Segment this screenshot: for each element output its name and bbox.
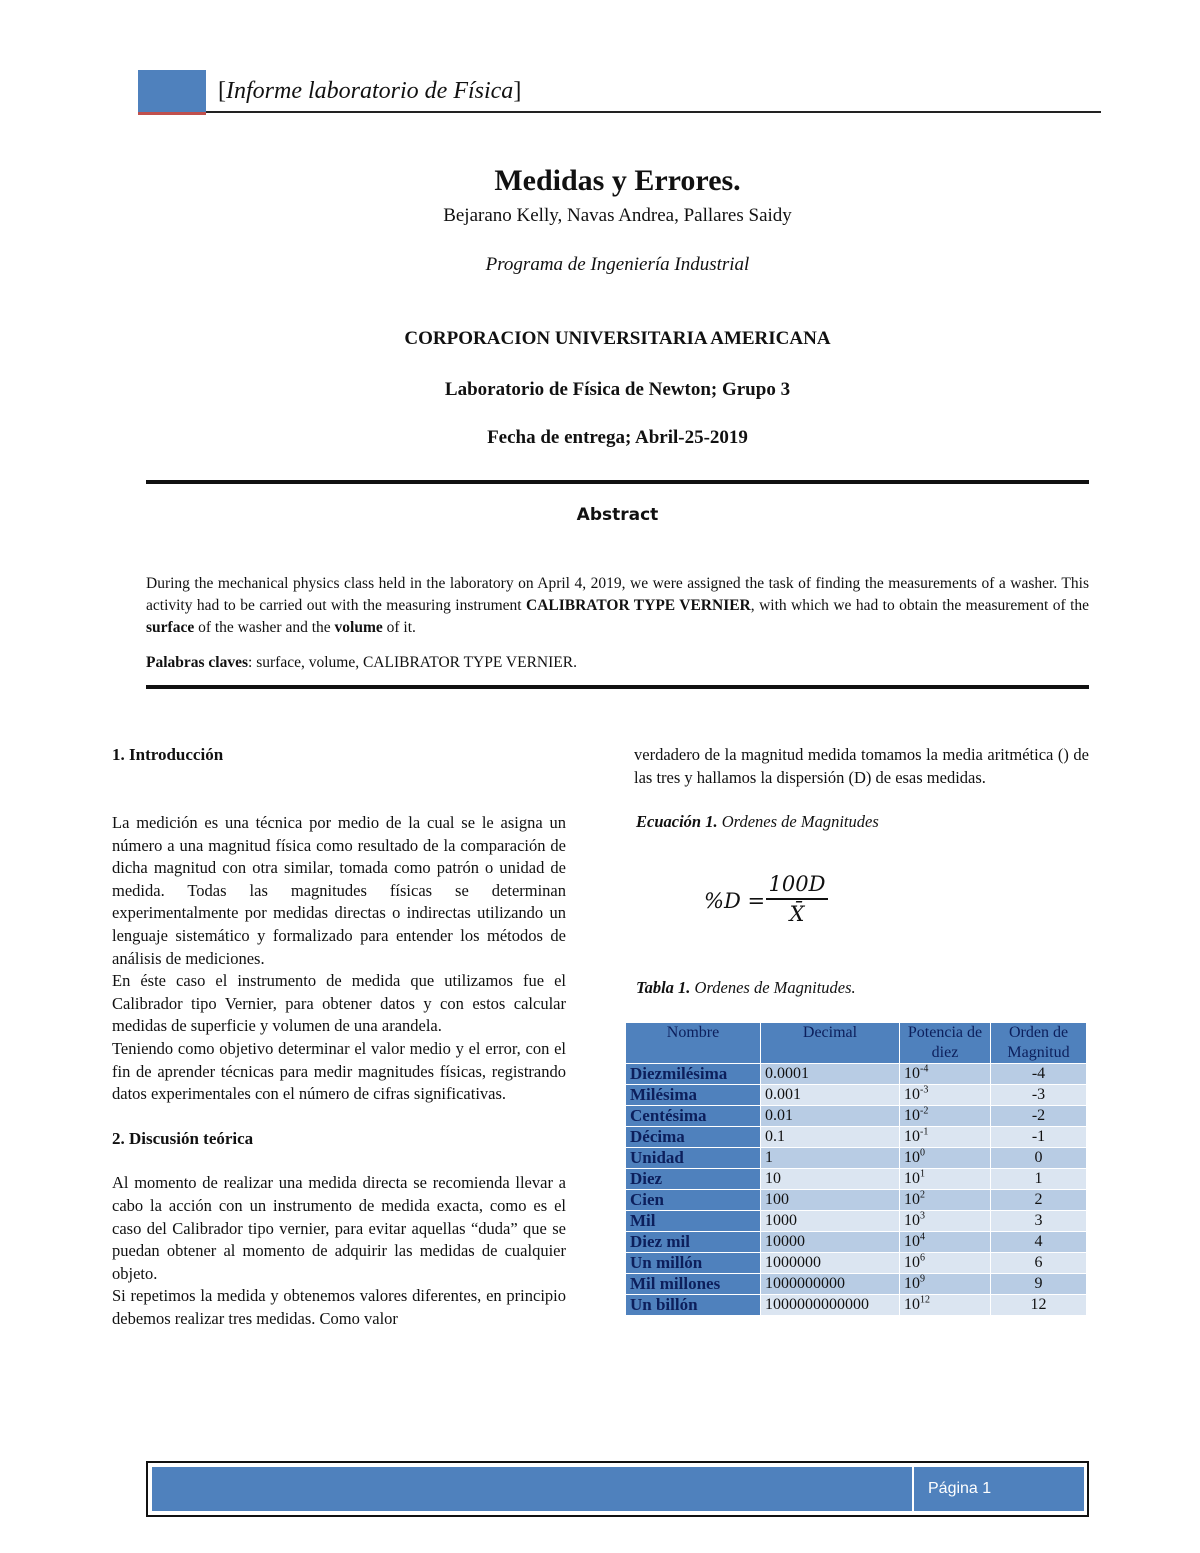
power-exponent: -2 (920, 1105, 929, 1117)
abstract-text-part: of the washer and the (194, 619, 335, 636)
power-exponent: 1 (920, 1168, 925, 1180)
equation-caption-label: Ecuación 1. (636, 812, 718, 831)
cell-name: Décima (626, 1127, 761, 1148)
equation-caption-text: Ordenes de Magnitudes (717, 812, 879, 831)
abstract-bold-volume: volume (334, 619, 383, 636)
footer-bar (152, 1467, 912, 1511)
table-caption-text: Ordenes de Magnitudes. (690, 978, 856, 997)
power-exponent: -4 (920, 1063, 929, 1075)
intro-paragraph-3: Teniendo como objetivo determinar el valor medio y el error, con el fin de aprender técnicas para medir magnitudes físicas, registrando datos experimentales con el número de cifras significativas. (112, 1038, 566, 1104)
header-orden: Orden de Magnitud (991, 1023, 1087, 1064)
power-base: 10 (904, 1191, 920, 1208)
table-row (626, 1190, 1087, 1211)
abstract-top-rule (146, 480, 1089, 484)
header-nombre: Nombre (626, 1023, 761, 1064)
theory-paragraph-continued: verdadero de la magnitud medida tomamos la media aritmética () de las tres y hallamos la dispersión (D) de esas medidas. (634, 745, 1089, 787)
table-row (626, 1253, 1087, 1274)
equation-lhs: %D = (704, 889, 766, 913)
authors: Bejarano Kelly, Navas Andrea, Pallares Saidy (443, 205, 792, 226)
abstract-bold-surface: surface (146, 619, 195, 636)
cell-power (900, 1169, 991, 1190)
lab-group: Laboratorio de Física de Newton; Grupo 3 (444, 379, 791, 400)
power-base: 10 (904, 1233, 920, 1250)
table-row (626, 1106, 1087, 1127)
cell-order: -2 (991, 1106, 1087, 1127)
power-base: 10 (904, 1107, 920, 1124)
document-title: Medidas y Errores. (494, 164, 741, 197)
keywords-label: Palabras claves (146, 654, 249, 671)
table-row (626, 1169, 1087, 1190)
table-row (626, 1064, 1087, 1085)
equation-denominator: X̄ (789, 901, 805, 926)
power-base: 10 (904, 1212, 920, 1229)
cell-name: Un millón (626, 1253, 761, 1274)
equation-caption (636, 812, 879, 832)
table-caption (636, 978, 856, 998)
table-row (626, 1085, 1087, 1106)
keywords (146, 654, 1089, 672)
cell-power (900, 1232, 991, 1253)
cell-order: -3 (991, 1085, 1087, 1106)
power-exponent: 0 (920, 1147, 925, 1159)
cell-name: Unidad (626, 1148, 761, 1169)
keywords-list: : surface, volume, CALIBRATOR TYPE VERNIER. (248, 654, 577, 671)
power-base: 10 (904, 1296, 920, 1313)
power-exponent: 6 (920, 1252, 925, 1264)
cell-name: Mil (626, 1211, 761, 1232)
cell-order: 6 (991, 1253, 1087, 1274)
abstract-text-part: of it. (382, 619, 416, 636)
abstract-text-part: , with which we had to obtain the measurement of the (750, 597, 1090, 614)
intro-paragraph-2: En éste caso el instrumento de medida que utilizamos fue el Calibrador tipo Vernier, para obtener datos y con estos calcular medidas de superficie y volumen de una arandela. (112, 971, 566, 1036)
power-base: 10 (904, 1170, 920, 1187)
cell-decimal: 1000000000000 (761, 1295, 900, 1316)
intro-paragraph-1: La medición es una técnica por medio de la cual se le asigna un número a una magnitud física como resultado de la comparación de dicha magnitud con otra similar, tomada como patrón o unidad de medida. Todas las magnitudes físicas se determinan experimentalmente por medidas directas o indirectas utilizando un lenguaje sistemático y formalizado para entender los métodos de análisis de mediciones. (112, 813, 566, 968)
cell-power (900, 1085, 991, 1106)
header-rule (206, 111, 1101, 113)
power-base: 10 (904, 1128, 920, 1145)
cell-power (900, 1253, 991, 1274)
cell-power (900, 1064, 991, 1085)
cell-decimal: 1000000000 (761, 1274, 900, 1295)
table-row (626, 1148, 1087, 1169)
magnitudes-table (625, 1022, 1087, 1316)
page-number: Página 1 (914, 1467, 1084, 1511)
right-column (634, 744, 1089, 789)
cell-order: -1 (991, 1127, 1087, 1148)
cell-name: Milésima (626, 1085, 761, 1106)
cell-name: Diezmilésima (626, 1064, 761, 1085)
table-header-row (626, 1023, 1087, 1064)
power-exponent: 3 (920, 1210, 925, 1222)
header-title: [Informe laboratorio de Física] (218, 78, 522, 104)
power-base: 10 (904, 1254, 920, 1271)
table-row (626, 1232, 1087, 1253)
abstract-bold-instrument: CALIBRATOR TYPE VERNIER (526, 597, 751, 614)
cell-name: Mil millones (626, 1274, 761, 1295)
power-base: 10 (904, 1149, 920, 1166)
abstract-bottom-rule (146, 685, 1089, 689)
equation-fraction (766, 872, 828, 926)
cell-power (900, 1211, 991, 1232)
theory-paragraph-2: Si repetimos la medida y obtenemos valores diferentes, en principio debemos realizar tres medidas. Como valor (112, 1286, 566, 1328)
intro-heading: 1. Introducción (112, 745, 224, 764)
cell-name: Diez (626, 1169, 761, 1190)
cell-name: Cien (626, 1190, 761, 1211)
program: Programa de Ingeniería Industrial (485, 254, 750, 275)
cell-decimal: 10000 (761, 1232, 900, 1253)
cell-order: 2 (991, 1190, 1087, 1211)
cell-name: Diez mil (626, 1232, 761, 1253)
cell-name: Un billón (626, 1295, 761, 1316)
cell-name: Centésima (626, 1106, 761, 1127)
header-potencia: Potencia de diez (900, 1023, 991, 1064)
header-color-block (138, 70, 206, 115)
header-title-text: Informe laboratorio de Física (226, 78, 514, 104)
cell-order: 9 (991, 1274, 1087, 1295)
abstract-text (146, 573, 1089, 639)
cell-order: -4 (991, 1064, 1087, 1085)
header-decimal: Decimal (761, 1023, 900, 1064)
table-row (626, 1211, 1087, 1232)
cell-decimal: 0.01 (761, 1106, 900, 1127)
cell-decimal: 100 (761, 1190, 900, 1211)
cell-power (900, 1274, 991, 1295)
table-caption-label: Tabla 1. (636, 978, 691, 997)
equation-numerator: 100D (768, 872, 826, 896)
cell-power (900, 1127, 991, 1148)
cell-order: 1 (991, 1169, 1087, 1190)
cell-decimal: 0.001 (761, 1085, 900, 1106)
fraction-bar (766, 898, 828, 900)
theory-paragraph-1: Al momento de realizar una medida directa se recomienda llevar a cabo la acción con un instrumento de medida exacta, como es el caso del Calibrador tipo vernier, para evitar aquellas “duda” que se puedan obtener al momento de adquirir las medidas de cualquier objeto. (112, 1173, 566, 1283)
power-exponent: -1 (920, 1126, 929, 1138)
power-base: 10 (904, 1275, 920, 1292)
cell-decimal: 10 (761, 1169, 900, 1190)
cell-order: 0 (991, 1148, 1087, 1169)
table-row (626, 1295, 1087, 1316)
left-column (112, 812, 566, 1330)
power-exponent: 2 (920, 1189, 925, 1201)
table-row (626, 1274, 1087, 1295)
cell-order: 4 (991, 1232, 1087, 1253)
abstract-heading: Abstract (576, 505, 659, 525)
cell-power (900, 1295, 991, 1316)
abstract-text-part: During the mechanical physics class held in the laboratory on April 4, 2019, we were assigned the task of finding the measurements of a washer. This activity had to be carried out with the measuring instrument (146, 575, 1089, 614)
power-exponent: 9 (920, 1273, 925, 1285)
power-base: 10 (904, 1065, 920, 1082)
cell-power (900, 1148, 991, 1169)
cell-decimal: 1000 (761, 1211, 900, 1232)
cell-decimal: 1000000 (761, 1253, 900, 1274)
table-row (626, 1127, 1087, 1148)
cell-power (900, 1190, 991, 1211)
power-exponent: -3 (920, 1084, 929, 1096)
power-exponent: 4 (920, 1231, 925, 1243)
cell-decimal: 0.0001 (761, 1064, 900, 1085)
theory-heading: 2. Discusión teórica (112, 1128, 254, 1148)
table-body (626, 1064, 1087, 1316)
delivery-date: Fecha de entrega; Abril-25-2019 (487, 427, 748, 448)
cell-order: 12 (991, 1295, 1087, 1316)
university: CORPORACION UNIVERSITARIA AMERICANA (404, 328, 831, 349)
cell-decimal: 1 (761, 1148, 900, 1169)
cell-order: 3 (991, 1211, 1087, 1232)
cell-decimal: 0.1 (761, 1127, 900, 1148)
power-exponent: 12 (920, 1294, 930, 1306)
power-base: 10 (904, 1086, 920, 1103)
cell-power (900, 1106, 991, 1127)
